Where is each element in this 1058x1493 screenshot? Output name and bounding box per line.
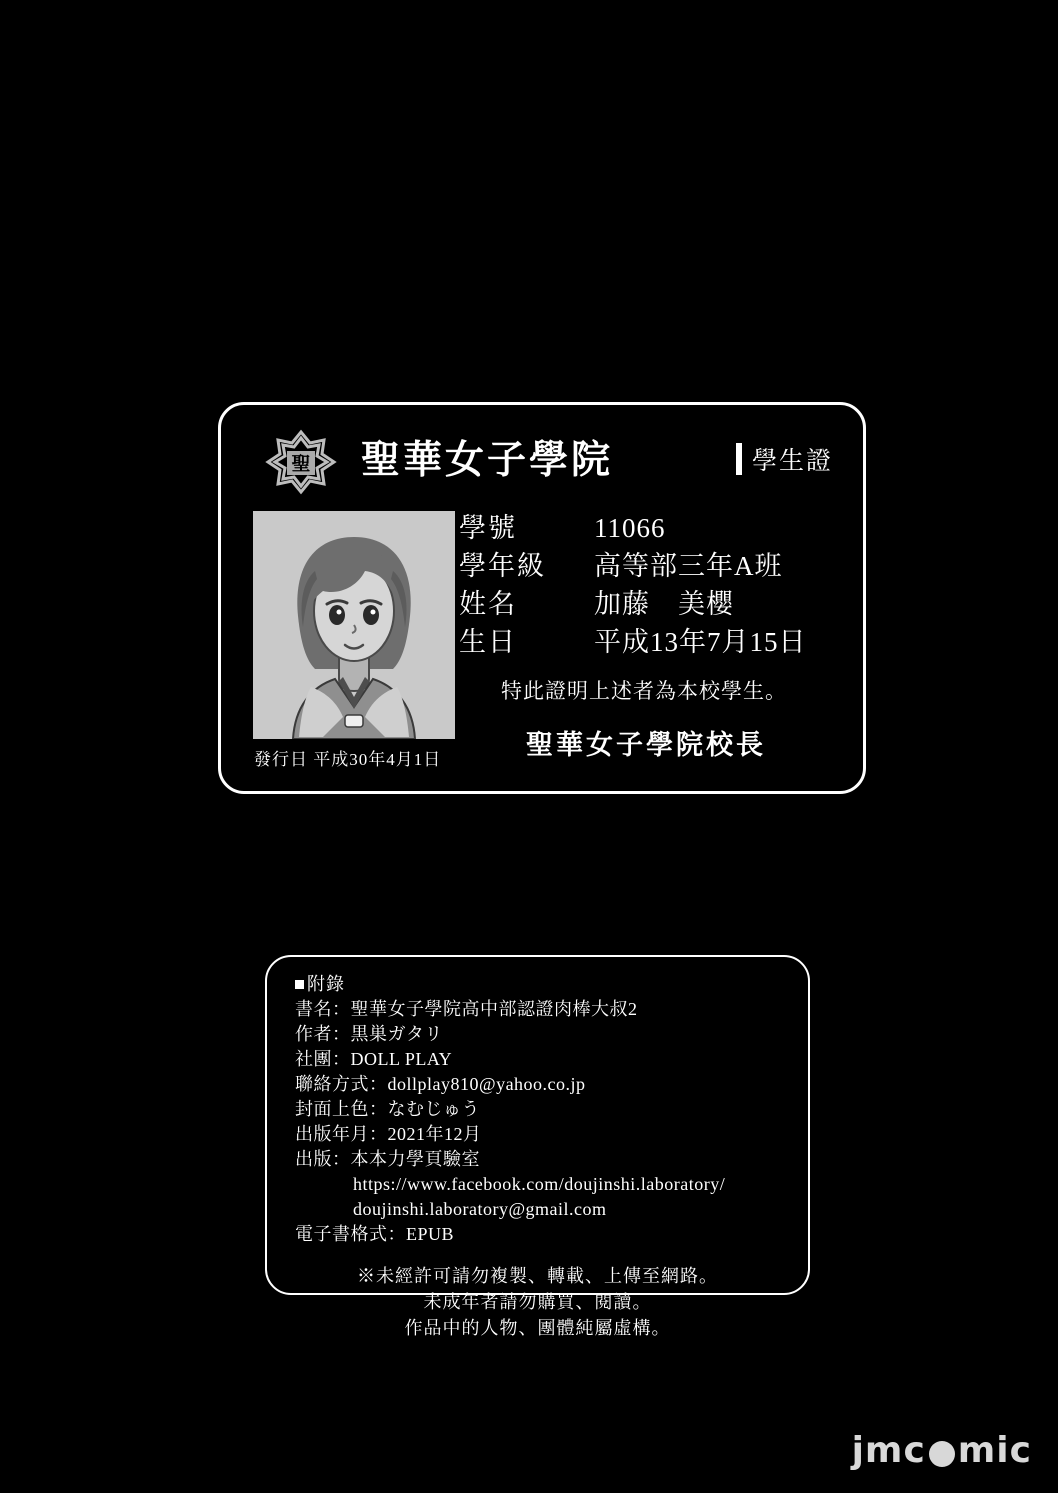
bullet-square-icon	[295, 980, 304, 989]
field-value-birthday: 平成13年7月15日	[594, 627, 807, 657]
colophon-line-publisher: 出版：本本力學頁驗室	[295, 1149, 480, 1169]
school-seal-icon	[265, 429, 337, 501]
field-value-grade: 高等部三年A班	[594, 551, 783, 581]
field-label-grade: 學年級	[459, 551, 546, 581]
certification-text: 特此證明上述者為本校學生。	[501, 679, 787, 703]
colophon-line-format: 電子書格式：EPUB	[295, 1224, 455, 1244]
field-label-student-number: 學號	[459, 513, 517, 543]
field-row	[459, 509, 839, 547]
colophon-notes	[295, 1263, 794, 1341]
card-type-label: 學生證	[751, 448, 833, 475]
issue-date: 發行日 平成30年4月1日	[254, 750, 442, 769]
colophon-line-email[interactable]: doujinshi.laboratory@gmail.com	[353, 1199, 607, 1219]
colophon-content	[295, 971, 794, 1341]
watermark-part-2: mic	[957, 1430, 1032, 1471]
note-line: ※未經許可請勿複製、轉載、上傳至網路。	[357, 1266, 718, 1286]
colophon-line-title: 書名：聖華女子學院高中部認證肉棒大叔2	[295, 999, 638, 1019]
colophon-line-facebook-url[interactable]: https://www.facebook.com/doujinshi.laboratory/	[353, 1174, 726, 1194]
note-line: 作品中的人物、團體純屬虛構。	[404, 1318, 671, 1338]
field-label-name: 姓名	[459, 589, 517, 619]
svg-text:聖: 聖	[291, 453, 311, 475]
colophon-line-circle: 社團：DOLL PLAY	[295, 1049, 453, 1069]
colophon-box	[265, 955, 810, 1338]
student-fields	[459, 509, 839, 661]
field-row	[459, 547, 839, 585]
note-line: 未成年者請勿購買、閱讀。	[423, 1292, 652, 1312]
field-value-student-number: 11066	[594, 513, 666, 543]
colophon-line-pubdate: 出版年月：2021年12月	[295, 1124, 482, 1144]
colophon-line-author: 作者：黒巣ガタリ	[295, 1024, 443, 1044]
appendix-heading	[295, 971, 794, 997]
watermark-part-1: jmc	[851, 1430, 926, 1471]
field-value-name: 加藤 美櫻	[594, 589, 734, 619]
student-photo	[253, 511, 455, 739]
colophon-line-contact: 聯絡方式：dollplay810@yahoo.co.jp	[295, 1074, 586, 1094]
school-name: 聖華女子學院	[361, 439, 614, 482]
principal-signature: 聖華女子學院校長	[526, 730, 766, 760]
watermark	[852, 1430, 1032, 1471]
field-row	[459, 585, 839, 623]
field-row	[459, 623, 839, 661]
appendix-heading-label: 附錄	[307, 974, 345, 994]
card-header	[221, 423, 863, 501]
card-type-divider	[736, 443, 742, 475]
student-id-card	[218, 402, 866, 794]
watermark-circle-icon	[929, 1441, 955, 1467]
field-label-birthday: 生日	[459, 627, 517, 657]
colophon-line-cover-color: 封面上色：なむじゅう	[295, 1099, 480, 1119]
card-type-group	[736, 441, 833, 477]
